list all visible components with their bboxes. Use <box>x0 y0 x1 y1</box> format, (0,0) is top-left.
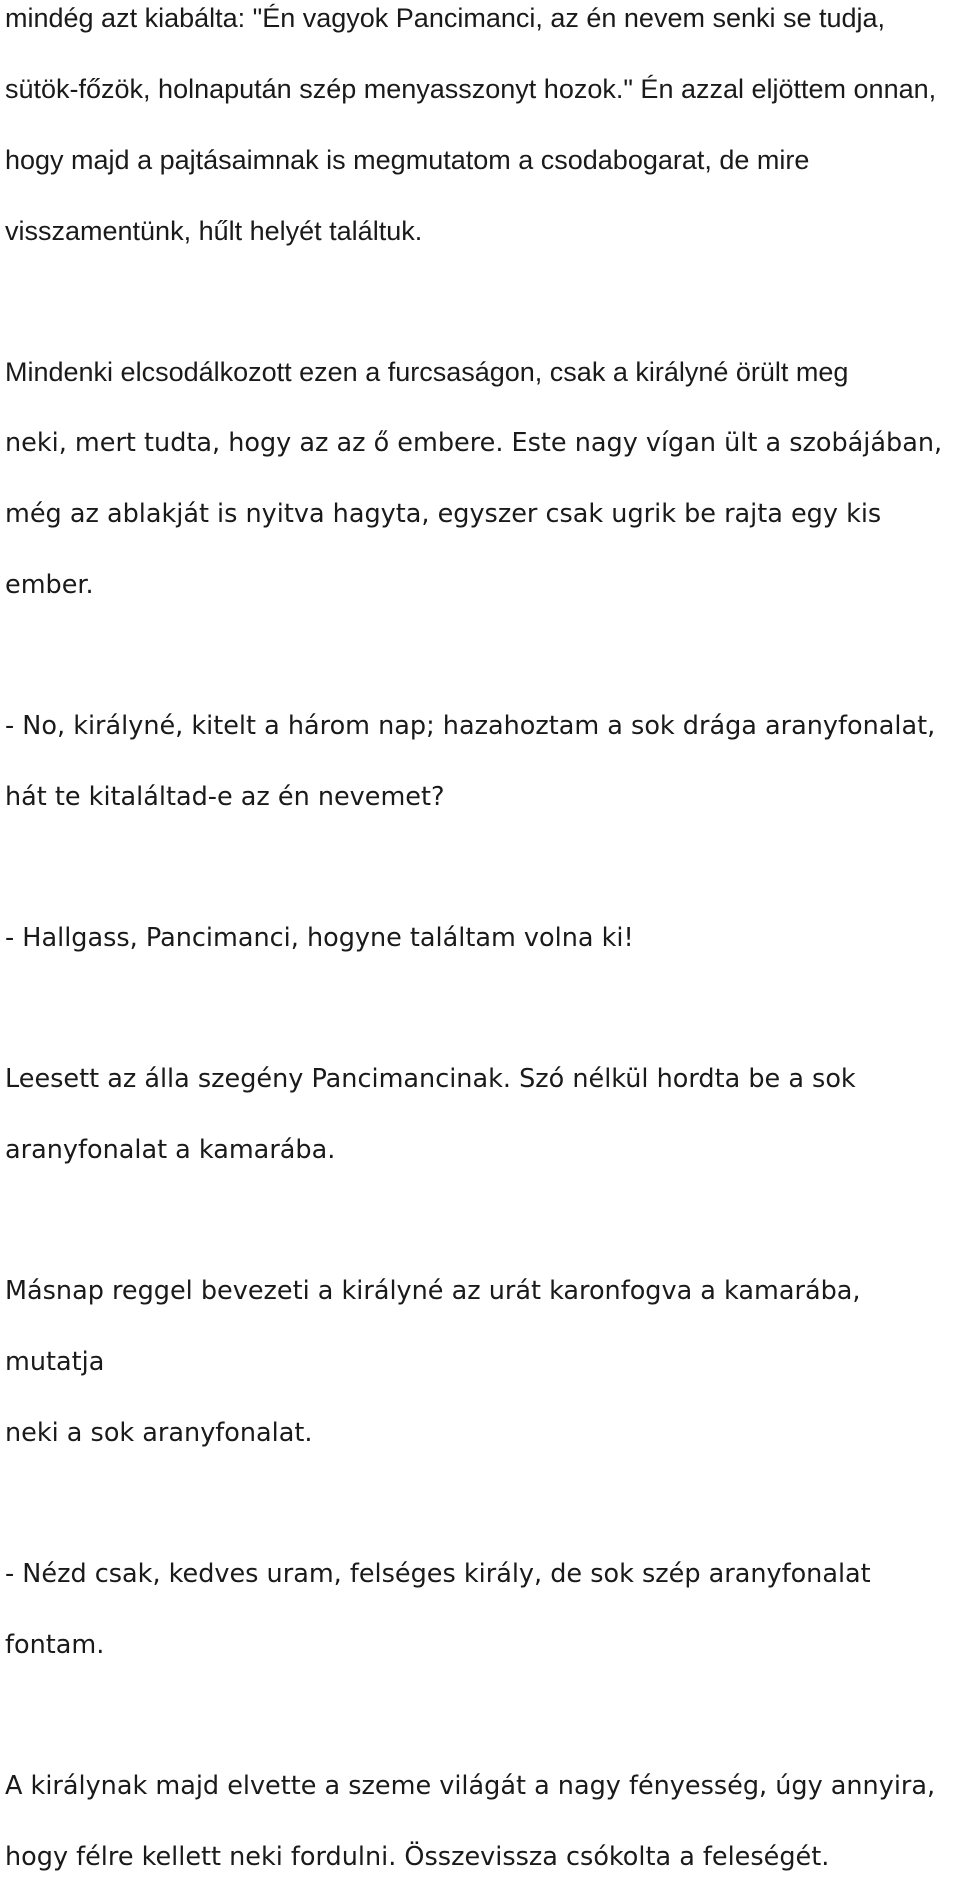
text-line: hogy majd a pajtásaimnak is megmutatom a csodabogarat, de mire <box>5 145 810 175</box>
text-line: mindég azt kiabálta: "Én vagyok Pancimanci, az én nevem senki se tudja, <box>5 3 886 33</box>
paragraph <box>5 337 950 621</box>
paragraph-gap <box>5 267 950 337</box>
paragraph <box>5 903 950 974</box>
text-line: hogy félre kellett neki fordulni. Összevissza csókolta a feleségét. <box>5 1842 830 1872</box>
paragraph <box>5 1539 950 1681</box>
text-line: neki, mert tudta, hogy az az ő embere. Este nagy vígan ült a szobájában, <box>5 428 943 458</box>
paragraph <box>5 0 950 267</box>
text-line: aranyfonalat a kamarába. <box>5 1135 336 1165</box>
text-line: Másnap reggel bevezeti a királyné az urát karonfogva a kamarába, mutatja <box>5 1276 861 1377</box>
text-line: - No, királyné, kitelt a három nap; hazahoztam a sok drága aranyfonalat, <box>5 711 936 741</box>
paragraph-gap <box>5 621 950 691</box>
text-line: ember. <box>5 570 94 600</box>
paragraph <box>5 1044 950 1186</box>
text-line: A királynak majd elvette a szeme világát a nagy fényesség, úgy annyira, <box>5 1771 936 1801</box>
paragraph-gap <box>5 974 950 1044</box>
text-line: visszamentünk, hűlt helyét találtuk. <box>5 216 423 246</box>
paragraph-gap <box>5 1469 950 1539</box>
text-line: - Nézd csak, kedves uram, felséges király, de sok szép aranyfonalat <box>5 1559 871 1589</box>
paragraph-gap <box>5 1681 950 1751</box>
text-line: Leesett az álla szegény Pancimancinak. Szó nélkül hordta be a sok <box>5 1064 856 1094</box>
paragraph-gap <box>5 1186 950 1256</box>
text-line: neki a sok aranyfonalat. <box>5 1418 313 1448</box>
text-line: még az ablakját is nyitva hagyta, egyszer csak ugrik be rajta egy kis <box>5 499 882 529</box>
paragraph-gap <box>5 833 950 903</box>
paragraph <box>5 1751 950 1893</box>
document-page <box>5 0 950 1893</box>
paragraph <box>5 691 950 833</box>
text-line: sütök-főzök, holnapután szép menyasszonyt hozok." Én azzal eljöttem onnan, <box>5 74 937 104</box>
text-line: - Hallgass, Pancimanci, hogyne találtam volna ki! <box>5 923 634 953</box>
text-line: Mindenki elcsodálkozott ezen a furcsaságon, csak a királyné örült meg <box>5 357 849 387</box>
text-line: hát te kitaláltad-e az én nevemet? <box>5 782 445 812</box>
paragraph <box>5 1256 950 1469</box>
text-line: fontam. <box>5 1630 105 1660</box>
